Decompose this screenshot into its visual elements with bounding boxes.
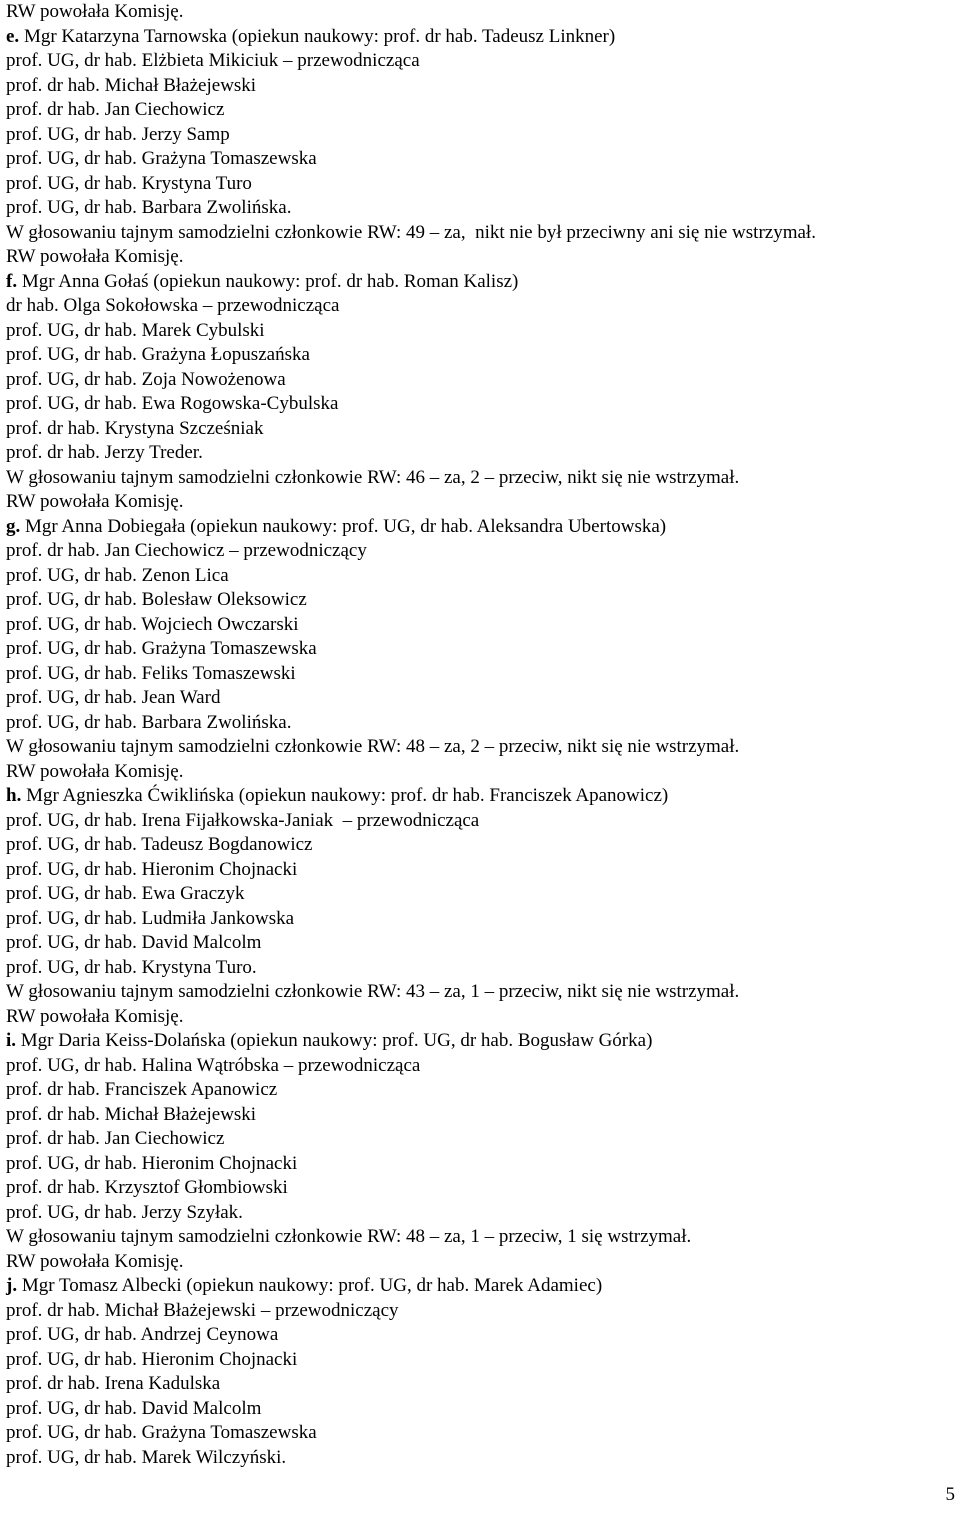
line-text: prof. dr hab. Krystyna Szcześniak <box>6 417 264 439</box>
line-text: prof. UG, dr hab. Jerzy Samp <box>6 123 230 145</box>
line-text: prof. UG, dr hab. Grażyna Tomaszewska <box>6 148 317 169</box>
line-text: Mgr Anna Gołaś (opiekun naukowy: prof. dr hab. Roman Kalisz) <box>17 270 519 292</box>
text-line <box>6 882 946 907</box>
line-text: prof. UG, dr hab. Zenon Lica <box>6 564 229 586</box>
text-line <box>6 1201 946 1226</box>
line-text: prof. UG, dr hab. Feliks Tomaszewski <box>6 662 296 684</box>
line-text: prof. dr hab. Krzysztof Głombiowski <box>6 1177 288 1198</box>
text-line <box>6 368 946 393</box>
line-text: prof. UG, dr hab. David Malcolm <box>6 1397 262 1419</box>
line-text: prof. UG, dr hab. Andrzej Ceynowa <box>6 1324 279 1345</box>
section-letter: j. <box>6 1275 18 1296</box>
text-line <box>6 466 946 491</box>
text-line <box>6 564 946 589</box>
line-text: W głosowaniu tajnym samodzielni członkowie RW: 43 – za, 1 – przeciw, nikt się nie wstrzymał. <box>6 981 740 1002</box>
text-line <box>6 637 946 662</box>
line-text: RW powołała Komisję. <box>6 1250 184 1272</box>
text-line <box>6 1446 946 1471</box>
text-line <box>6 98 946 123</box>
line-text: prof. dr hab. Michał Błażejewski <box>6 74 257 96</box>
text-line <box>6 858 946 883</box>
line-text: RW powołała Komisję. <box>6 760 184 782</box>
line-text: prof. UG, dr hab. Krystyna Turo <box>6 172 252 194</box>
candidate-heading-line <box>6 270 946 295</box>
line-text: RW powołała Komisję. <box>6 1 184 22</box>
text-line <box>6 735 946 760</box>
line-text: prof. UG, dr hab. Barbara Zwolińska. <box>6 711 292 733</box>
text-line <box>6 662 946 687</box>
line-text: prof. UG, dr hab. Ewa Graczyk <box>6 883 245 904</box>
line-text: prof. UG, dr hab. Barbara Zwolińska. <box>6 197 292 218</box>
text-line <box>6 907 946 932</box>
line-text: prof. UG, dr hab. Jerzy Szyłak. <box>6 1201 243 1223</box>
text-line <box>6 343 946 368</box>
line-text: prof. dr hab. Jan Ciechowicz – przewodniczący <box>6 540 367 561</box>
text-line <box>6 196 946 221</box>
text-line <box>6 1250 946 1275</box>
text-line <box>6 245 946 270</box>
text-line <box>6 74 946 99</box>
text-line <box>6 1348 946 1373</box>
text-line <box>6 1078 946 1103</box>
text-line <box>6 490 946 515</box>
line-text: prof. dr hab. Franciszek Apanowicz <box>6 1079 278 1100</box>
text-line <box>6 1127 946 1152</box>
line-text: prof. UG, dr hab. David Malcolm <box>6 932 262 953</box>
candidate-heading-line <box>6 784 946 809</box>
line-text: RW powołała Komisję. <box>6 1005 184 1027</box>
line-text: Mgr Katarzyna Tarnowska (opiekun naukowy: prof. dr hab. Tadeusz Linkner) <box>19 25 616 47</box>
text-line <box>6 0 946 25</box>
text-line <box>6 956 946 981</box>
line-text: prof. UG, dr hab. Grażyna Tomaszewska <box>6 638 317 659</box>
text-line <box>6 123 946 148</box>
line-text: prof. dr hab. Michał Błażejewski – przewodniczący <box>6 1299 399 1321</box>
text-line <box>6 147 946 172</box>
text-line <box>6 833 946 858</box>
text-line <box>6 441 946 466</box>
text-line <box>6 1397 946 1422</box>
text-line <box>6 1421 946 1446</box>
text-line <box>6 294 946 319</box>
text-line <box>6 172 946 197</box>
text-line <box>6 613 946 638</box>
line-text: prof. UG, dr hab. Zoja Nowożenowa <box>6 368 286 390</box>
section-letter: f. <box>6 270 18 292</box>
line-text: W głosowaniu tajnym samodzielni członkowie RW: 49 – za, nikt nie był przeciwny ani się nie wstrzymał. <box>6 221 816 243</box>
line-text: Mgr Daria Keiss-Dolańska (opiekun naukowy: prof. UG, dr hab. Bogusław Górka) <box>16 1030 653 1051</box>
text-line <box>6 686 946 711</box>
line-text: prof. UG, dr hab. Hieronim Chojnacki <box>6 1348 298 1370</box>
text-line <box>6 711 946 736</box>
text-line <box>6 1299 946 1324</box>
line-text: prof. UG, dr hab. Wojciech Owczarski <box>6 613 299 635</box>
candidate-heading-line <box>6 25 946 50</box>
line-text: prof. UG, dr hab. Jean Ward <box>6 687 221 708</box>
line-text: W głosowaniu tajnym samodzielni członkowie RW: 48 – za, 2 – przeciw, nikt się nie wstrzymał. <box>6 736 740 757</box>
line-text: prof. dr hab. Jan Ciechowicz <box>6 1128 225 1149</box>
text-line <box>6 1225 946 1250</box>
line-text: RW powołała Komisję. <box>6 491 184 512</box>
line-text: W głosowaniu tajnym samodzielni członkowie RW: 46 – za, 2 – przeciw, nikt się nie wstrzymał. <box>6 466 740 488</box>
text-line <box>6 980 946 1005</box>
line-text: prof. UG, dr hab. Irena Fijałkowska-Janiak – przewodnicząca <box>6 809 480 831</box>
line-text: prof. UG, dr hab. Hieronim Chojnacki <box>6 1152 298 1174</box>
candidate-heading-line <box>6 515 946 540</box>
text-line <box>6 588 946 613</box>
line-text: prof. dr hab. Irena Kadulska <box>6 1373 221 1394</box>
text-line <box>6 539 946 564</box>
section-letter: e. <box>6 25 20 47</box>
line-text: prof. UG, dr hab. Marek Cybulski <box>6 319 265 341</box>
section-letter: h. <box>6 785 22 806</box>
line-text: prof. UG, dr hab. Elżbieta Mikiciuk – przewodnicząca <box>6 50 420 71</box>
candidate-heading-line <box>6 1274 946 1299</box>
line-text: Mgr Anna Dobiegała (opiekun naukowy: prof. UG, dr hab. Aleksandra Ubertowska) <box>20 515 667 537</box>
text-line <box>6 49 946 74</box>
text-line <box>6 221 946 246</box>
line-text: dr hab. Olga Sokołowska – przewodnicząca <box>6 295 340 316</box>
line-text: prof. UG, dr hab. Halina Wątróbska – przewodnicząca <box>6 1054 421 1076</box>
line-text: prof. UG, dr hab. Grażyna Tomaszewska <box>6 1422 317 1443</box>
line-text: prof. dr hab. Jerzy Treder. <box>6 442 203 463</box>
line-text: W głosowaniu tajnym samodzielni członkowie RW: 48 – za, 1 – przeciw, 1 się wstrzymał. <box>6 1226 692 1247</box>
page-number: 5 <box>945 1484 955 1505</box>
line-text: prof. UG, dr hab. Tadeusz Bogdanowicz <box>6 834 313 855</box>
line-text: prof. UG, dr hab. Marek Wilczyński. <box>6 1446 287 1468</box>
text-line <box>6 319 946 344</box>
line-text: prof. UG, dr hab. Grażyna Łopuszańska <box>6 344 310 365</box>
text-line <box>6 760 946 785</box>
text-line <box>6 1103 946 1128</box>
line-text: prof. UG, dr hab. Ewa Rogowska-Cybulska <box>6 393 339 414</box>
text-line <box>6 1176 946 1201</box>
line-text: prof. dr hab. Jan Ciechowicz <box>6 99 225 120</box>
text-line <box>6 1054 946 1079</box>
line-text: prof. UG, dr hab. Ludmiła Jankowska <box>6 907 295 929</box>
text-line <box>6 1005 946 1030</box>
document-body <box>6 0 946 1470</box>
text-line <box>6 392 946 417</box>
line-text: Mgr Agnieszka Ćwiklińska (opiekun naukowy: prof. dr hab. Franciszek Apanowicz) <box>21 785 669 806</box>
candidate-heading-line <box>6 1029 946 1054</box>
text-line <box>6 1152 946 1177</box>
line-text: prof. UG, dr hab. Krystyna Turo. <box>6 956 257 978</box>
section-letter: g. <box>6 515 21 537</box>
text-line <box>6 417 946 442</box>
line-text: prof. dr hab. Michał Błażejewski <box>6 1103 257 1125</box>
line-text: Mgr Tomasz Albecki (opiekun naukowy: prof. UG, dr hab. Marek Adamiec) <box>17 1275 603 1296</box>
section-letter: i. <box>6 1030 17 1051</box>
text-line <box>6 809 946 834</box>
line-text: prof. UG, dr hab. Hieronim Chojnacki <box>6 858 298 880</box>
text-line <box>6 1372 946 1397</box>
text-line <box>6 1323 946 1348</box>
line-text: prof. UG, dr hab. Bolesław Oleksowicz <box>6 589 307 610</box>
line-text: RW powołała Komisję. <box>6 246 184 267</box>
text-line <box>6 931 946 956</box>
